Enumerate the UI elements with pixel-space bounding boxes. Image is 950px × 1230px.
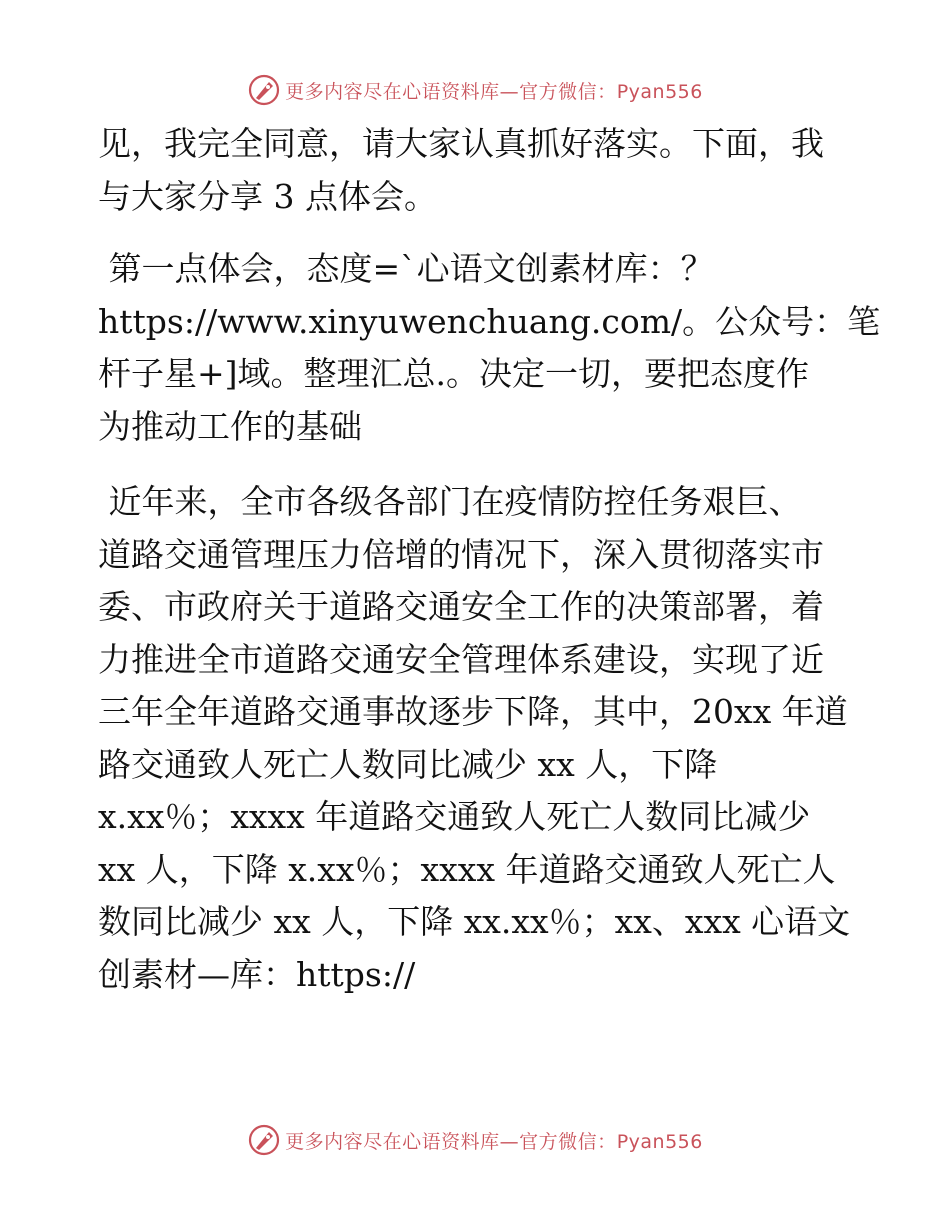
text-line: 道路交通管理压力倍增的情况下，深入贯彻落实市	[98, 534, 824, 574]
text-line: 杆子星+]域。整理汇总.。决定一切，要把态度作	[98, 354, 810, 393]
text-line: x.xx％；xxxx 年道路交通致人死亡人数同比减少	[98, 797, 811, 836]
header-dash: —	[499, 80, 520, 103]
text-line: 见，我完全同意，请大家认真抓好落实。下面，我	[98, 124, 824, 163]
header-wechat-label: 官方微信：	[519, 80, 617, 103]
document-body	[98, 116, 881, 1001]
pen-nib-logo	[247, 73, 281, 107]
header-banner	[0, 70, 950, 110]
header-text	[285, 77, 703, 104]
footer-dash: —	[499, 1130, 520, 1153]
paragraph-1	[98, 118, 868, 223]
text-line: 委、市政府关于道路交通安全工作的决策部署，着	[98, 587, 824, 626]
footer-banner	[0, 1120, 950, 1160]
text-line: https://www.xinyuwenchuang.com/。公众号：笔	[98, 301, 881, 341]
header-site-text: 更多内容尽在心语资料库	[285, 80, 500, 103]
footer-wechat-id: Pyan556	[616, 1130, 703, 1153]
text-line: 数同比减少 xx 人，下降 xx.xx％；xx、xxx 心语文	[98, 902, 851, 941]
text-line: 为推动工作的基础	[98, 406, 362, 446]
footer-text	[285, 1127, 703, 1154]
text-line: 与大家分享 3 点体会。	[98, 176, 437, 216]
pen-nib-logo	[247, 1123, 281, 1157]
text-line: 三年全年道路交通事故逐步下降，其中，20xx 年道	[98, 692, 848, 731]
header-wechat-id: Pyan556	[616, 80, 703, 103]
text-line: 第一点体会，态度=`心语文创素材库：？	[98, 249, 714, 288]
footer-wechat-label: 官方微信：	[519, 1130, 617, 1153]
paragraph-2	[98, 243, 881, 453]
text-line: 创素材—库：https://	[98, 954, 416, 994]
text-line: 近年来，全市各级各部门在疫情防控任务艰巨、	[98, 482, 802, 521]
paragraph-3	[98, 476, 868, 1001]
text-line: 路交通致人死亡人数同比减少 xx 人，下降	[98, 744, 718, 784]
footer-site-text: 更多内容尽在心语资料库	[285, 1130, 500, 1153]
text-line: xx 人，下降 x.xx％；xxxx 年道路交通致人死亡人	[98, 849, 836, 889]
text-line: 力推进全市道路交通安全管理体系建设，实现了近	[98, 639, 824, 679]
